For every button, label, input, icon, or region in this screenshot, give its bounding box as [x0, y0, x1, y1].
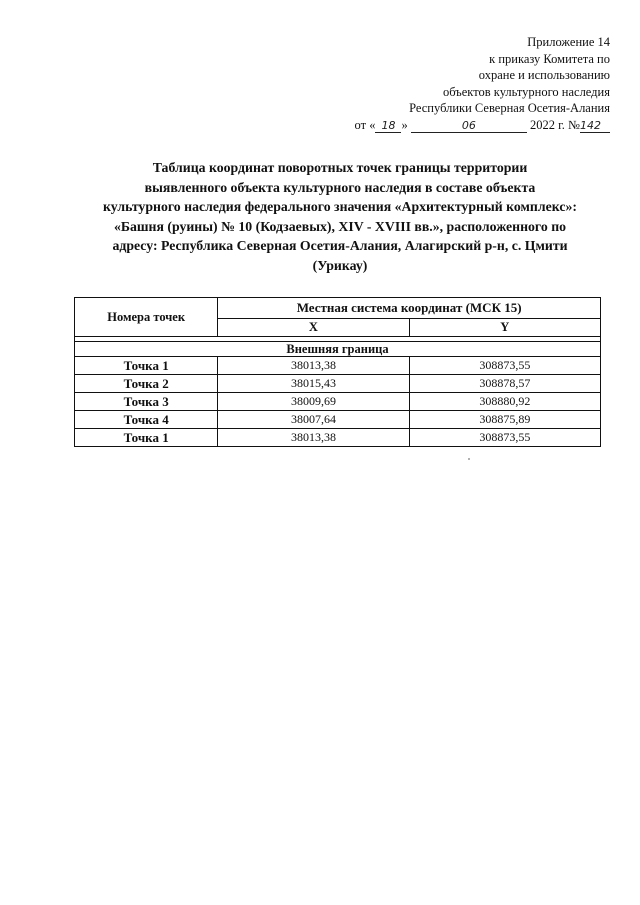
point-x: 38009,69 [218, 393, 409, 411]
handwritten-month: 06 [411, 120, 527, 133]
point-x: 38013,38 [218, 357, 409, 375]
point-x: 38013,38 [218, 429, 409, 447]
table-row [75, 411, 601, 429]
committee-name-line2: объектов культурного наследия [443, 84, 610, 99]
table-row [75, 393, 601, 411]
table-row [75, 429, 601, 447]
table-row [75, 375, 601, 393]
point-x: 38015,43 [218, 375, 409, 393]
republic-name: Республики Северная Осетия-Алания [409, 101, 610, 115]
scan-speck [468, 458, 470, 460]
document-title [60, 158, 620, 275]
date-year: 2022 г. № [529, 117, 580, 132]
title-line-2: выявленного объекта культурного наследия в составе объекта [144, 179, 536, 195]
handwritten-order-number: 142 [580, 120, 610, 133]
order-reference: к приказу Комитета по [489, 51, 610, 66]
point-y: 308875,89 [409, 411, 600, 429]
date-prefix: от « [354, 117, 376, 132]
header-coordinate-system: Местная система координат (МСК 15) [218, 298, 601, 319]
handwritten-day: 18 [375, 120, 401, 133]
point-y: 308873,55 [409, 357, 600, 375]
point-x: 38007,64 [218, 411, 409, 429]
order-date-line [310, 117, 610, 134]
point-name: Точка 3 [75, 393, 218, 411]
header-point-numbers: Номера точек [75, 298, 218, 337]
section-outer-boundary: Внешняя граница [75, 342, 601, 357]
title-line-5: адресу: Республика Северная Осетия-Алания, Алагирский р-н, с. Цмити [112, 238, 568, 253]
title-line-6: (Урикау) [312, 257, 368, 273]
coordinates-table [74, 297, 601, 447]
point-name: Точка 2 [75, 375, 218, 393]
point-y: 308878,57 [409, 375, 600, 393]
committee-name-line1: охране и использованию [478, 68, 610, 82]
point-y: 308873,55 [409, 429, 600, 447]
point-name: Точка 1 [75, 429, 218, 447]
point-name: Точка 4 [75, 411, 218, 429]
appendix-number: Приложение 14 [527, 35, 610, 49]
title-line-3: культурного наследия федерального значения «Архитектурный комплекс»: [103, 199, 577, 214]
header-y: Y [409, 319, 600, 337]
title-line-4: «Башня (руины) № 10 (Кодзаевых), XIV - XVIII вв.», расположенного по [113, 218, 567, 234]
title-line-1: Таблица координат поворотных точек границы территории [152, 160, 528, 175]
date-mid: » [401, 117, 408, 132]
table-row [75, 357, 601, 375]
header-x: X [218, 319, 409, 337]
point-y: 308880,92 [409, 393, 600, 411]
appendix-header [310, 34, 610, 133]
point-name: Точка 1 [75, 357, 218, 375]
